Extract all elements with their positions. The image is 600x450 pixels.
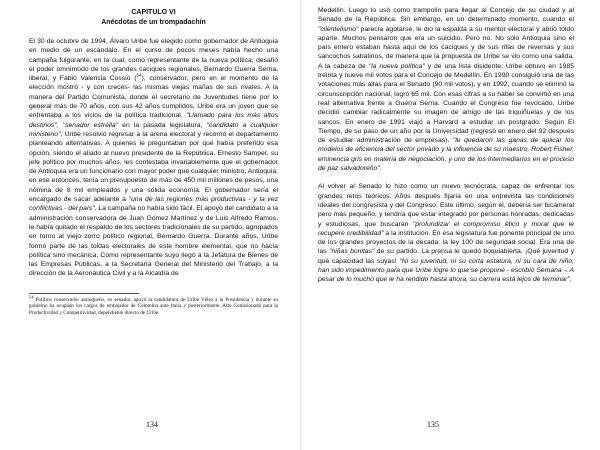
quote-run: "profundizar el compromiso ético y moral que le recupere credibilidad" [318, 220, 575, 237]
text-run: . [379, 165, 382, 173]
body-paragraph [318, 182, 574, 284]
page-number: 135 [427, 420, 439, 429]
quote-run: "candidato a cualquier ministerio" [29, 121, 278, 138]
text-run: a la institución. En esa legislatura fue ponente principal de uno de los grandes proyectos de la década: la ley 100 de seguridad social. Era una de las [318, 229, 574, 256]
text-run: de su partido. La prensa le quedó boquiabierta. ¡Qué juventud y qué capacidad las suyas! [318, 248, 574, 265]
quote-run: "clientelismo" [318, 25, 359, 33]
quote-run: "la nueva política" [368, 62, 425, 70]
text-run: en la pasada legislatura, [118, 121, 207, 129]
page-number: 134 [146, 420, 158, 429]
quote-run: "le quedaron las ganas de aplicar los modelos de eficiencia del sector privado y la influencia de su maestro, Robert Fisher, eminencia gris en materia de negociación, y uno de los intermediarios en el proceso de paz salvadoreño" [318, 137, 574, 173]
text-run: . [569, 276, 572, 284]
quote-run: "Ni su juventud, ni su corta estatura, ni su cara de niño, han sido impedimento para que Uribe logre lo que se propone - escribió Semana -. A pesar de lo mucho que le ha rendido hasta ahora, su carrera está lejos de terminar" [318, 257, 575, 284]
text-run: ), conservador, pero en el momento de la elección mostró - y con creces- las mismas viejas mañas de sus rivales. A la manera del Partido Comunista, donde el secretario de Juventudes tiene por lo general más de 70 años, con sus 42 años cumplidos, Uribe era un joven que se enfrentaba a los vicios de la política tradicional. [29, 75, 278, 120]
text-run: , Uribe resolvió regresar a la arena electoral y recorrió el departamento planteando alternativas. A quienes le preguntaban por qué había preferido esa opción, siendo el aliado al nuevo presidente de la República, Ernesto Samper, su jefe político por muchos años, les contestaba invariablemente que el gobernador de Antioquia era un funcionario con mayor poder que cualquier ministro. Antioquia, en ese entonces, tenía un presupuesto de más de 450 mil millones de pesos, una nómina de 8 mil empleados y una sólida economía. El gobernador sería el encargado de sacar adelante a [29, 130, 278, 204]
footnote [29, 293, 278, 316]
quote-run: "Llamado para los más altos destinos", "senador estrella" [29, 112, 279, 129]
body-paragraph [29, 37, 278, 279]
page-gutter [300, 0, 301, 450]
text-run: El 30 de octubre de 1994, Álvaro Uribe fue elegido como gobernador de Antioquia en medio de un escándalo. En el curso de pocos meses había hecho una campaña fulgurante, en la cual, como representante de la nueva política, desafió el poder omnímodo de los grandes caciques regionales, Bernardo Guerra Serna, liberal, y Fabio Valencia Cossio ( [29, 38, 278, 83]
text-run: parecía agotarse, le dio la espalda a su mentor electoral y abrió toldo aparte. Muchos pensaron que era un suicidio. Pero no. No sólo Antioquia sino el país entero estaban hasta aquí de los caciques y de sus rifas de reversas y sus sancochos sabatinos, de manera que la propuesta de Uribe se vio como una salida. A la cabeza de [318, 25, 574, 70]
footnote-marker: 54 [29, 293, 34, 299]
body-paragraph [318, 6, 574, 173]
text-run: y de una lista disidente, Uribe obtuvo en 1985 treinta y nueve mil votos para el Concejo de Medellín. En 1990 consiguió una de las votaciones más altas para el Senado (90 mil votos), y en 1992, cuando se eliminó la circunscripción nacional, logró 65 mil. Con esas cifras a su haber se convirtió en una real alternativa frente a Guerra Serna. Cuando el Congreso fue revocado, Uribe decidió cambiar radicalmente su imagen de amigo de las triquiñuelas y de los sancos. En enero de 1991 viajó a Harvard a estudiar un postgrado. Según El Tiempo, de su paso de un año por la Universidad (regresó en enero del 92 después de estudiar administración de empresas), [318, 62, 575, 145]
quote-run: "niñas bonitas" [329, 248, 375, 256]
text-run: Al volver al Senado lo hizo como un nuevo tecnócrata, capaz de enfrentar los grandes retos teóricos. Años después fijaría en una entrevista las condiciones ideales del congresista y del Congreso. Este último, según él, debería ser bicameral pero más pequeño, y tendría que estar integrado por personas honradas, dedicadas y estudiosas, que buscaran [318, 183, 574, 228]
footnote-text: Político conservador antioqueño, ex senador, apoyó la candidatura de Uribe Vélez a la Presidencia y durante su gobierno ha ocupado los cargos de embajador de Colombia ante Italia y posteriormente. Alto Comisionado para la Productividad y Competitividad, dependiente directo de Uribe. [29, 296, 278, 316]
quote-run: "una de las regiones más productivas - y la vez conflictivas - del país" [29, 196, 278, 213]
text-run: Medellín. Luego lo usó como trampolín para llegar al Concejo de su ciudad y al Senado de la República. Sin embargo, en un determinado momento, cuando el [318, 7, 574, 24]
footnote-divider [29, 293, 139, 294]
chapter-subtitle: Anécdotas de un trompadachín [101, 19, 206, 26]
footnote-reference[interactable]: 54 [136, 72, 142, 78]
chapter-title: CAPITULO VI [131, 9, 176, 16]
right-page [302, 0, 600, 450]
text-run: . La campaña no había sido fácil. El apoyo del candidato a la administración conservadora de Juan Gómez Martínez y de Luis Alfredo Ramos, le había quitado el respaldo de los sectores tradicionales de su partido, agrupados en torno al viejo zorro político regional, Bernardo Guerra. Durante años, Uribe formó parte de las toldas electorales de este hombre elemental, que no hacía política sino mecánica. Como representante suyo llegó a la Jefatura de Bienes de las Empresas Públicas, a la Secretaría General del Ministerio del Trabajo, a la dirección de la Aeronáutica Civil y a la Alcaldía de [29, 205, 278, 278]
